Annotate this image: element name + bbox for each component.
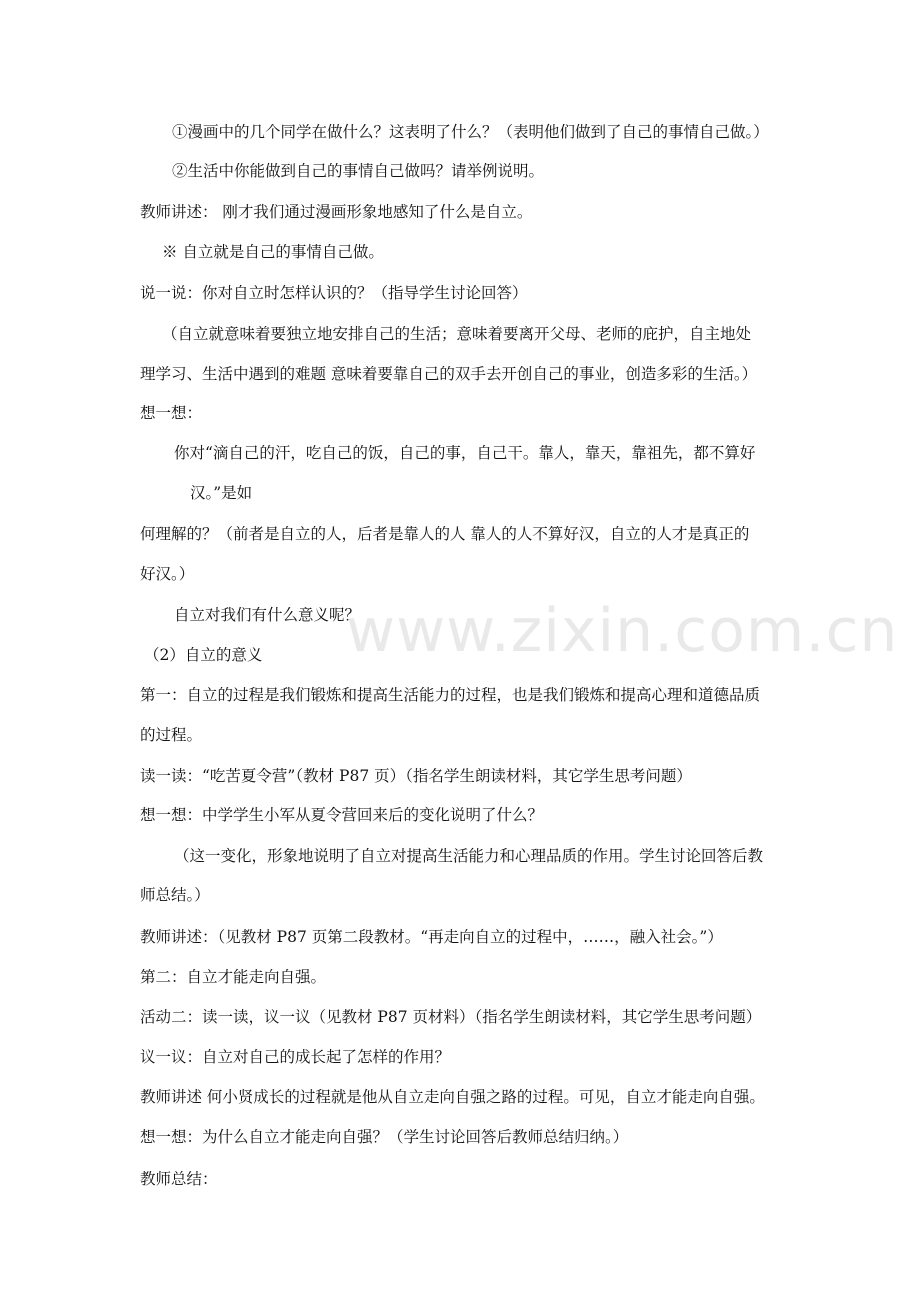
text-line-discuss-prompt: 议一议：自立对自己的成长起了怎样的作用？ — [140, 1048, 451, 1066]
text-line-teacher-statement-3: 教师讲述 何小贤成长的过程就是他从自立走向自强之路的过程。可见，自立才能走向自强。 — [140, 1088, 765, 1106]
text-line-think-heading: 想一想： — [140, 404, 203, 422]
text-line-quote-2: 汉。”是如 — [190, 484, 253, 502]
text-line-interpretation-2: 好汉。） — [140, 565, 195, 583]
text-line-explanation-1: （自立就意味着要独立地安排自己的生活；意味着要离开父母、老师的庇护，自主地处 — [162, 325, 752, 343]
text-line-quote-1: 你对“滴自己的汗，吃自己的饭，自己的事，自己干。靠人，靠天，靠祖先，都不算好 — [174, 444, 756, 462]
text-line-explanation-2: 理学习、生活中遇到的难题 意味着要靠自己的双手去开创自己的事业，创造多彩的生活。） — [140, 365, 758, 383]
text-line-teacher-summary: 教师总结： — [140, 1170, 218, 1188]
section-heading-meaning: （2）自立的意义 — [144, 646, 263, 664]
text-line-interpretation-1: 何理解的？（前者是自立的人，后者是靠人的人 靠人的人不算好汉，自立的人才是真正的 — [140, 525, 750, 543]
text-line-change-explanation-1: （这一变化，形象地说明了自立对提高生活能力和心理品质的作用。学生讨论回答后教 — [174, 847, 764, 865]
text-line-say-prompt: 说一说：你对自立时怎样认识的？（指导学生讨论回答） — [140, 284, 528, 302]
text-line-meaning-question: 自立对我们有什么意义呢？ — [174, 606, 361, 624]
text-line-think-prompt-2: 想一想：中学学生小军从夏令营回来后的变化说明了什么？ — [140, 806, 544, 824]
watermark: www.zixin.com.cn — [346, 596, 899, 666]
text-line-think-prompt-3: 想一想：为什么自立才能走向自强？（学生讨论回答后教师总结归纳。） — [140, 1128, 629, 1146]
text-line-read-prompt: 读一读：“吃苦夏令营”（教材 P87 页）（指名学生朗读材料，其它学生思考问题） — [140, 767, 692, 785]
text-line-teacher-statement-2: 教师讲述：（见教材 P87 页第二段教材。“再走向自立的过程中，……，融入社会。”） — [140, 928, 723, 946]
text-line-change-explanation-2: 师总结。） — [140, 886, 210, 904]
text-line-activity-two: 活动二：读一读，议一议（见教材 P87 页材料）（指名学生朗读材料，其它学生思考问题） — [140, 1008, 762, 1026]
text-line-first-point-1: 第一：自立的过程是我们锻炼和提高生活能力的过程，也是我们锻炼和提高心理和道德品质 — [140, 686, 761, 704]
text-line-question-2: ②生活中你能做到自己的事情自己做吗？请举例说明。 — [172, 162, 545, 180]
text-line-second-point: 第二：自立才能走向自强。 — [140, 968, 327, 986]
text-line-teacher-statement-1: 教师讲述： 刚才我们通过漫画形象地感知了什么是自立。 — [140, 203, 533, 221]
text-line-question-1: ①漫画中的几个同学在做什么？这表明了什么？（表明他们做到了自己的事情自己做。） — [172, 123, 769, 141]
text-line-key-point: ※ 自立就是自己的事情自己做。 — [162, 243, 384, 261]
text-line-first-point-2: 的过程。 — [140, 726, 203, 744]
